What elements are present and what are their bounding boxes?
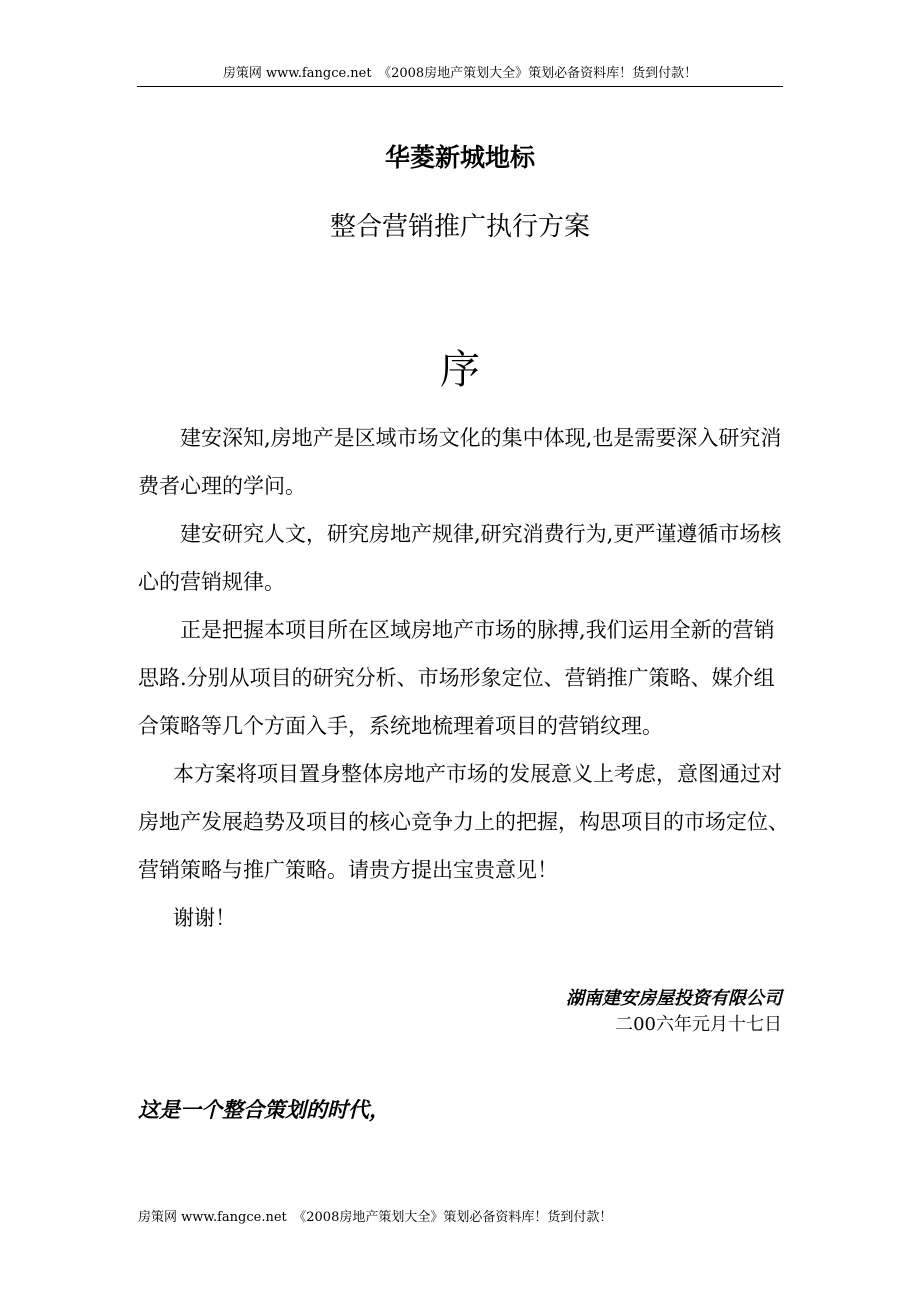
paragraph-3: 正是把握本项目所在区域房地产市场的脉搏,我们运用全新的营销思路.分别从项目的研究分析、市场形象定位、营销推广策略、媒介组合策略等几个方面入手，系统地梳理着项目的营销纹理。 [138,618,775,738]
paragraph-2: 建安研究人文，研究房地产规律,研究消费行为,更严谨遵循市场核心的营销规律。 [138,522,782,594]
document-subtitle: 整合营销推广执行方案 [329,212,590,242]
era-statement: 这是一个整合策划的时代， [138,1098,390,1122]
paragraph-thanks: 谢谢！ [173,906,236,930]
company-name: 湖南建安房屋投资有限公司 [566,988,782,1009]
paragraph-1: 建安深知,房地产是区域市场文化的集中体现,也是需要深入研究消费者心理的学问。 [138,426,782,498]
preface-body [138,414,790,942]
page-footer: 房策网 www.fangce.net 《2008房地产策划大全》策划必备资料库！货到付款！ [138,1210,613,1225]
page-header: 房策网 www.fangce.net 《2008房地产策划大全》策划必备资料库！货到付款！ [137,64,783,87]
document-title: 华菱新城地标 [384,143,535,172]
paragraph-4: 本方案将项目置身整体房地产市场的发展意义上考虑，意图通过对房地产发展趋势及项目的核心竞争力上的把握，构思项目的市场定位、营销策略与推广策略。请贵方提出宝贵意见！ [138,762,789,882]
signature-block [566,986,782,1038]
preface-heading: 序 [440,347,480,393]
signature-date: 二00六年元月十七日 [615,1014,782,1035]
